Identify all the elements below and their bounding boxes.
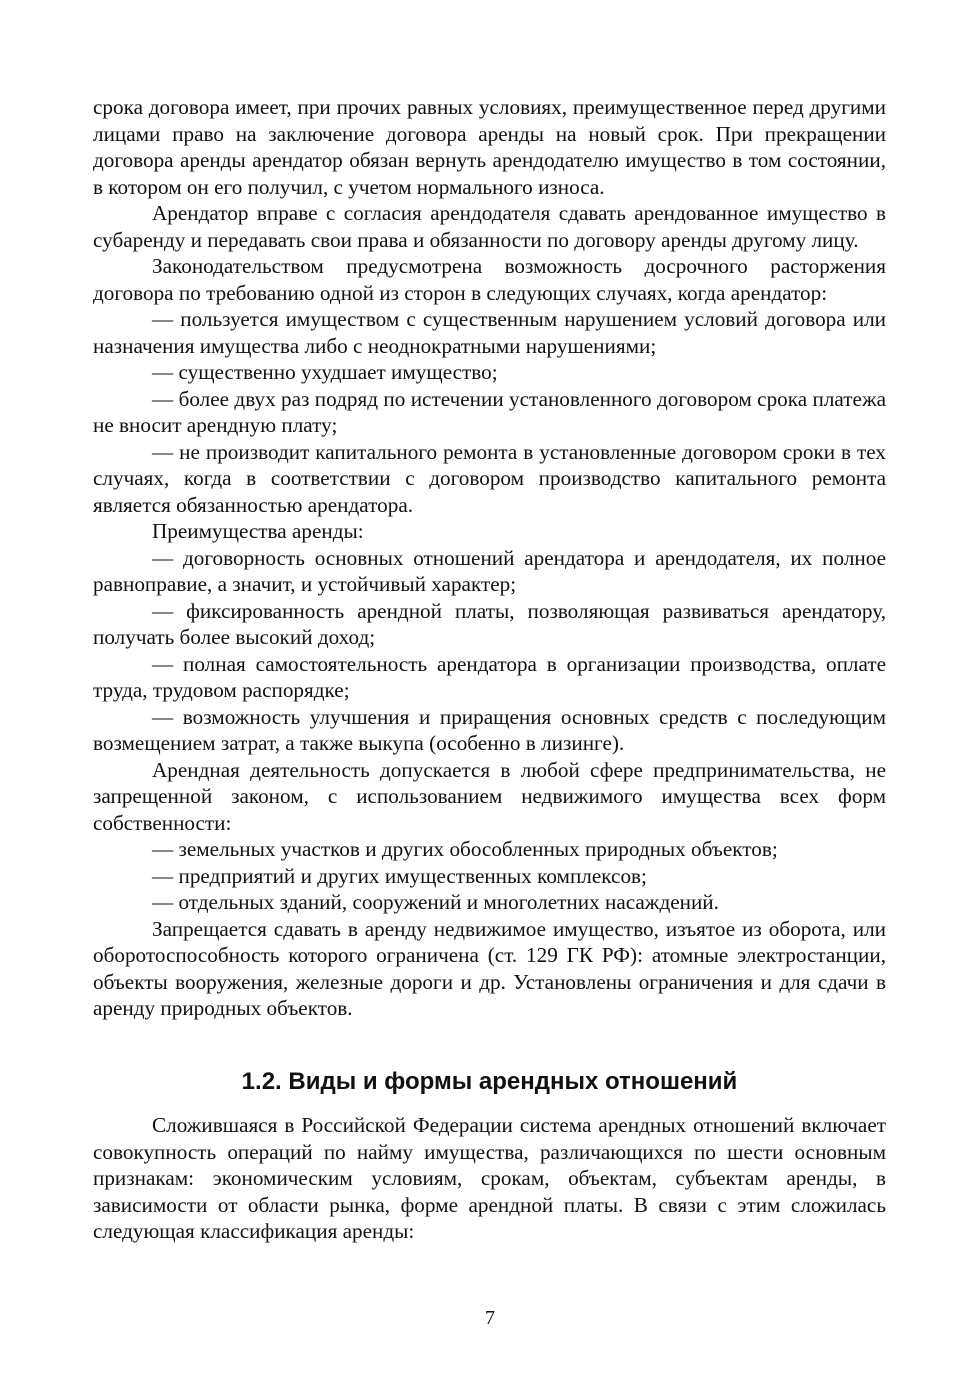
list-item: — не производит капитального ремонта в установленные договором сроки в тех случаях, когда в соответствии с договором производство капитального ремонта является обязанностью арендатора. [93,439,886,517]
body-text-bottom [93,1112,886,1245]
body-text-top [93,94,886,1022]
section-heading: 1.2. Виды и формы арендных отношений [241,1068,738,1095]
list-item: — отдельных зданий, сооружений и многолетних насаждений. [152,890,719,914]
list-item: — фиксированность арендной платы, позволяющая развиваться арендатору, получать более высокий доход; [93,598,886,649]
paragraph: Законодательством предусмотрена возможность досрочного расторжения договора по требованию одной из сторон в следующих случаях, когда арендатор: [93,254,886,305]
list-item: — договорность основных отношений арендатора и арендодателя, их полное равноправие, а значит, и устойчивый характер; [93,545,886,596]
list-item: — полная самостоятельность арендатора в организации производства, оплате труда, трудовом распорядке; [93,651,886,702]
list-item: — земельных участков и других обособленных природных объектов; [152,837,778,861]
list-item: — существенно ухудшает имущество; [152,360,498,384]
paragraph: Арендная деятельность допускается в любой сфере предпринимательства, не запрещенной законом, с использованием недвижимого имущества всех форм собственности: [93,757,886,835]
paragraph: срока договора имеет, при прочих равных условиях, преимущественное перед другими лицами право на заключение договора аренды на новый срок. При прекращении договора аренды арендатор обязан вернуть арендодателю имущество в том состоянии, в котором он его получил, с учетом нормального износа. [93,95,886,199]
paragraph: Арендатор вправе с согласия арендодателя сдавать арендованное имущество в субаренду и передавать свои права и обязанности по договору аренды другому лицу. [93,201,886,252]
paragraph: Преимущества аренды: [152,519,364,543]
list-item: — возможность улучшения и приращения основных средств с последующим возмещением затрат, а также выкупа (особенно в лизинге). [93,704,886,755]
list-item: — пользуется имуществом с существенным нарушением условий договора или назначения имущества либо с неоднократными нарушениями; [93,307,886,358]
paragraph: Запрещается сдавать в аренду недвижимое имущество, изъятое из оборота, или оборотоспособность которого ограничена (ст. 129 ГК РФ): атомные электростанции, объекты вооружения, железные дороги и др. Установлены ограничения и для сдачи в аренду природных объектов. [93,916,886,1020]
paragraph: Сложившаяся в Российской Федерации система арендных отношений включает совокупность операций по найму имущества, различающихся по шести основным признакам: экономическим условиям, срокам, объектам, субъектам аренды, в зависимости от области рынка, форме арендной платы. В связи с этим сложилась следующая классификация аренды: [93,1113,886,1243]
list-item: — предприятий и других имущественных комплексов; [152,863,647,888]
list-item: — более двух раз подряд по истечении установленного договором срока платежа не вносит арендную плату; [93,386,886,437]
page-number: 7 [485,1307,495,1329]
